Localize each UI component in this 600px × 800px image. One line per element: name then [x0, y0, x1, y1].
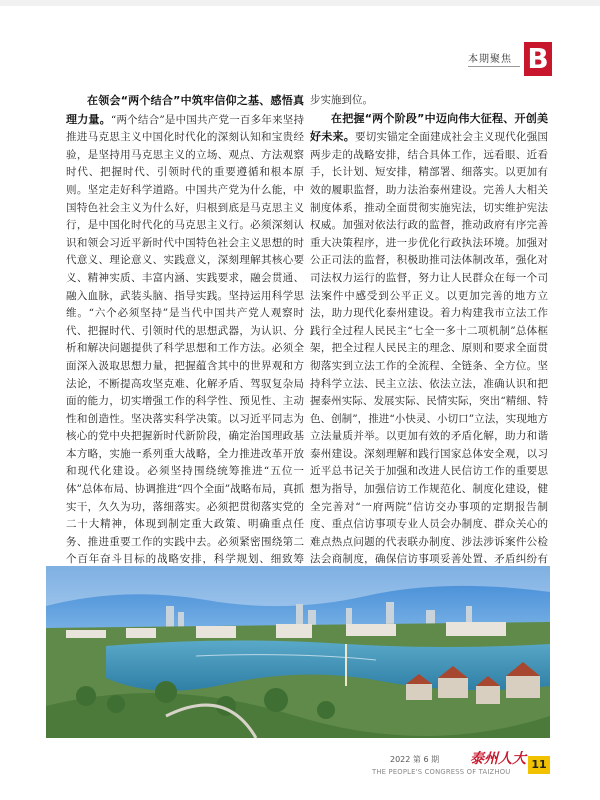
left-column — [66, 92, 304, 587]
city-aerial-photo-drawing — [46, 566, 550, 738]
section-divider — [468, 66, 520, 67]
page-number: 11 — [528, 756, 550, 774]
right-paragraph — [310, 110, 548, 587]
right-continuation: 步实施到位。 — [310, 94, 373, 106]
section-letter-badge: B — [524, 42, 552, 76]
left-body: “两个结合”是中国共产党一百多年来坚持推进马克思主义中国化时代化的深刻认知和宝贵经验，是坚持用马克思主义的立场、观点、方法观察时代、把握时代、引领时代的重要遵循和根本原则。坚定走好科学道路。中国共产党为什么能，中国特色社会主义为什么好，归根到底是马克思主义行，是中国化时代化的马克思主义行。必须深刻认识和领会习近平新时代中国特色社会主义思想的时代意义、理论意义、实践意义，深刻理解其核心要义、精神实质、丰富内涵、实践要求，融会贯通、融入血脉，武装头脑、指导实践。坚持运用科学思维。“六个必须坚持”是当代中国共产党人观察时代、把握时代、引领时代的思想武器，为认识、分析和解决问题提供了科学思想和工作方法。必须全面深入汲取思想力量，把握蕴含其中的世界观和方法论，不断提高攻坚克难、化解矛盾、驾驭复杂局面的能力，切实增强工作的科学性、预见性、主动性和创造性。坚决落实科学决策。以习近平同志为核心的党中央把握新时代新阶段，确定治国理政基本方略，实施一系列重大战略，全力推进改革开放和现代化建设。必须坚持围绕统筹推进“五位一体”总体布局、协调推进“四个全面”战略布局，真抓实干，久久为功，落细落实。必须把贯彻落实党的二十大精神，体现到制定重大政策、明确重点任务、推进重要工作的实践中去。必须紧密围绕第二个百年奋斗目标的战略安排，科学规划、细致筹 — [66, 113, 304, 566]
left-heading: 在领会“两个结合”中筑牢信仰之基、感悟真理力量。 — [66, 94, 304, 126]
section-label: 本期聚焦 — [468, 54, 512, 65]
magazine-title: 泰州人大 — [470, 751, 526, 767]
magazine-english-title: THE PEOPLE'S CONGRESS OF TAIZHOU — [372, 768, 511, 776]
right-heading: 在把握“两个阶段”中迈向伟大征程、开创美好未来。 — [310, 111, 548, 144]
right-body: 要切实锚定全面建成社会主义现代化强国两步走的战略安排，结合具体工作，远看眼、近看手，长计划、短安排，精部署、细落实。以更加有效的履职监督，助力法治泰州建设。完善人大相关制度体系，推动全面贯彻实施宪法，切实维护宪法权威。加强对依法行政的监督，推动政府有序完善重大决策程序，进一步优化行政执法环境。加强对公正司法的监督，积极助推司法体制改革，强化对司法权力运行的监督，努力让人民群众在每一个司法案件中感受到公平正义。以更加完善的地方立法，助力现代化泰州建设。着力构建我市立法工作践行全过程人民民主“七全一多十二项机制”总体框架，把全过程人民民主的理念、原则和要求全面贯彻落实到立法工作的全流程、全链条、全方位。坚持科学立法、民主立法、依法立法，准确认识和把握泰州实际、发展实际、民情实际，突出“精细、特色、创制”，推进“小快灵、小切口”立法，实现地方立法量质并举。以更加有效的矛盾化解，助力和谐泰州建设。深刻理解和践行国家总体安全观，以习近平总书记关于加强和改进人民信访工作的重要思想为指导，加强信访工作规范化、制度化建设，健全完善对“一府两院”信访交办事项的定期报告制度、重点信访事项专业人员会办制度、群众关心的难点热点问题的代表联办制度、涉法涉诉案件公检法会商制度，确保信访事项妥善处置、矛盾纠纷有 — [310, 131, 548, 566]
right-column — [310, 92, 548, 587]
footer-issue: 2022 第 6 期 — [390, 755, 440, 764]
city-aerial-photo — [46, 566, 550, 738]
top-strip — [0, 0, 600, 6]
left-paragraph — [66, 92, 304, 587]
